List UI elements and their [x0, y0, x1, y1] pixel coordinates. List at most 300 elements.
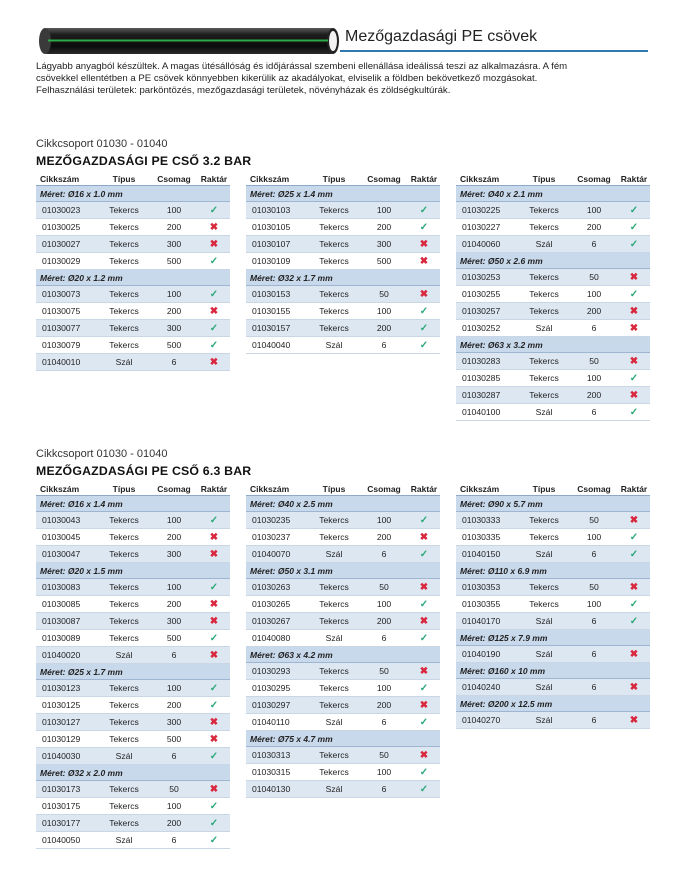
table-row [456, 286, 650, 303]
item-type: Tekercs [109, 633, 139, 643]
column-header-stock: Raktár [620, 174, 648, 184]
item-pack: 6 [591, 239, 597, 249]
column-header-code: Cikkszám [460, 174, 500, 184]
item-type: Szál [535, 239, 553, 249]
out-of-stock-x-icon: ✖ [209, 733, 219, 745]
in-stock-check-icon: ✓ [629, 221, 639, 233]
item-pack: 50 [589, 356, 599, 366]
item-pack: 200 [586, 306, 602, 316]
table-row [246, 286, 440, 303]
item-type: Tekercs [529, 390, 559, 400]
in-stock-check-icon: ✓ [419, 783, 429, 795]
table-row [456, 596, 650, 613]
item-type: Szál [115, 835, 133, 845]
item-type: Tekercs [109, 549, 139, 559]
item-type: Tekercs [109, 734, 139, 744]
item-code: 01030263 [252, 582, 291, 592]
in-stock-check-icon: ✓ [629, 548, 639, 560]
item-code: 01030353 [462, 582, 501, 592]
in-stock-check-icon: ✓ [419, 716, 429, 728]
item-pack: 200 [166, 599, 182, 609]
item-code: 01030045 [42, 532, 81, 542]
column-header-stock: Raktár [410, 174, 438, 184]
item-pack: 200 [376, 616, 392, 626]
item-code: 01030077 [42, 323, 81, 333]
item-code: 01040040 [252, 340, 291, 350]
table-row [246, 596, 440, 613]
item-type: Tekercs [109, 306, 139, 316]
out-of-stock-x-icon: ✖ [419, 699, 429, 711]
intro-line: csövekkel ellentétben a PE csövek könnyebben kikerülik az akadályokat, elviselik a földben bekövetkező mozgásokat. [36, 73, 538, 84]
group-label: Cikkcsoport 01030 - 01040 [36, 448, 168, 460]
item-code: 01030079 [42, 340, 81, 350]
item-pack: 300 [166, 239, 182, 249]
size-row: Méret: Ø160 x 10 mm [456, 663, 650, 679]
size-row: Méret: Ø32 x 2.0 mm [36, 765, 230, 781]
table-row [36, 236, 230, 253]
item-code: 01030255 [462, 289, 501, 299]
out-of-stock-x-icon: ✖ [209, 716, 219, 728]
title-box [340, 20, 648, 52]
table-row [36, 630, 230, 647]
in-stock-check-icon: ✓ [419, 339, 429, 351]
table-header [246, 174, 440, 186]
table-row [456, 219, 650, 236]
item-pack: 500 [166, 256, 182, 266]
out-of-stock-x-icon: ✖ [419, 749, 429, 761]
in-stock-check-icon: ✓ [419, 682, 429, 694]
table-row [456, 303, 650, 320]
item-type: Tekercs [109, 582, 139, 592]
item-pack: 50 [589, 272, 599, 282]
out-of-stock-x-icon: ✖ [629, 581, 639, 593]
group-label: Cikkcsoport 01030 - 01040 [36, 138, 168, 150]
table-row [456, 712, 650, 729]
item-code: 01030177 [42, 818, 81, 828]
table-row [456, 613, 650, 630]
table-row [456, 546, 650, 563]
table-header [36, 174, 230, 186]
size-row: Méret: Ø32 x 1.7 mm [246, 270, 440, 286]
item-type: Tekercs [109, 515, 139, 525]
table-row [246, 236, 440, 253]
table-row [456, 679, 650, 696]
item-pack: 200 [166, 818, 182, 828]
out-of-stock-x-icon: ✖ [419, 665, 429, 677]
item-code: 01040020 [42, 650, 81, 660]
item-code: 01040070 [252, 549, 291, 559]
size-row: Méret: Ø25 x 1.4 mm [246, 186, 440, 202]
item-code: 01030227 [462, 222, 501, 232]
item-code: 01040100 [462, 407, 501, 417]
item-pack: 300 [166, 616, 182, 626]
table-row [246, 303, 440, 320]
out-of-stock-x-icon: ✖ [419, 288, 429, 300]
column-header-code: Cikkszám [250, 174, 290, 184]
item-type: Tekercs [319, 239, 349, 249]
column-header-stock: Raktár [620, 484, 648, 494]
size-row: Méret: Ø50 x 3.1 mm [246, 563, 440, 579]
item-code: 01040130 [252, 784, 291, 794]
size-row: Méret: Ø90 x 5.7 mm [456, 496, 650, 512]
item-code: 01030252 [462, 323, 501, 333]
in-stock-check-icon: ✓ [209, 699, 219, 711]
column-header-pack: Csomag [577, 174, 611, 184]
group-title: MEZŐGAZDASÁGI PE CSŐ 6.3 BAR [36, 464, 252, 478]
item-type: Tekercs [109, 599, 139, 609]
item-type: Tekercs [319, 599, 349, 609]
item-type: Tekercs [109, 205, 139, 215]
table-row [36, 546, 230, 563]
item-pack: 100 [376, 767, 392, 777]
in-stock-check-icon: ✓ [209, 817, 219, 829]
item-type: Tekercs [529, 356, 559, 366]
item-pack: 100 [376, 306, 392, 316]
item-type: Tekercs [109, 616, 139, 626]
intro-line: Felhasználási területek: parköntözés, mezőgazdasági területek, növényházak és zöldségkultúrák. [36, 85, 451, 96]
table-row [456, 579, 650, 596]
item-code: 01030315 [252, 767, 291, 777]
item-pack: 200 [376, 323, 392, 333]
column-header-stock: Raktár [410, 484, 438, 494]
table-row [36, 731, 230, 748]
item-type: Tekercs [529, 515, 559, 525]
item-code: 01040080 [252, 633, 291, 643]
size-row: Méret: Ø20 x 1.5 mm [36, 563, 230, 579]
item-type: Szál [535, 407, 553, 417]
table-row [36, 354, 230, 371]
item-type: Tekercs [109, 222, 139, 232]
item-code: 01040240 [462, 682, 501, 692]
table-row [456, 202, 650, 219]
item-code: 01030127 [42, 717, 81, 727]
item-pack: 300 [166, 323, 182, 333]
item-code: 01030083 [42, 582, 81, 592]
table-row [246, 529, 440, 546]
in-stock-check-icon: ✓ [209, 834, 219, 846]
column-header-pack: Csomag [367, 174, 401, 184]
item-type: Tekercs [109, 717, 139, 727]
item-pack: 100 [586, 205, 602, 215]
in-stock-check-icon: ✓ [629, 615, 639, 627]
item-code: 01030029 [42, 256, 81, 266]
item-pack: 100 [166, 515, 182, 525]
out-of-stock-x-icon: ✖ [629, 389, 639, 401]
item-type: Tekercs [319, 532, 349, 542]
item-code: 01030089 [42, 633, 81, 643]
out-of-stock-x-icon: ✖ [419, 238, 429, 250]
in-stock-check-icon: ✓ [629, 406, 639, 418]
column-header-stock: Raktár [200, 174, 228, 184]
item-pack: 50 [379, 666, 389, 676]
item-pack: 6 [591, 323, 597, 333]
out-of-stock-x-icon: ✖ [419, 531, 429, 543]
table-header [246, 484, 440, 496]
table-row [246, 714, 440, 731]
column-header-pack: Csomag [157, 484, 191, 494]
item-pack: 100 [586, 373, 602, 383]
table-row [246, 579, 440, 596]
item-pack: 6 [381, 784, 387, 794]
item-code: 01030333 [462, 515, 501, 525]
in-stock-check-icon: ✓ [209, 750, 219, 762]
item-pack: 6 [591, 715, 597, 725]
table-row [36, 697, 230, 714]
item-code: 01030335 [462, 532, 501, 542]
item-type: Tekercs [109, 784, 139, 794]
out-of-stock-x-icon: ✖ [209, 649, 219, 661]
in-stock-check-icon: ✓ [209, 204, 219, 216]
item-type: Szál [535, 682, 553, 692]
item-type: Tekercs [109, 340, 139, 350]
item-type: Tekercs [529, 532, 559, 542]
column-header-code: Cikkszám [40, 484, 80, 494]
table-header [456, 174, 650, 186]
table-row [36, 680, 230, 697]
item-pack: 100 [166, 582, 182, 592]
size-row: Méret: Ø75 x 4.7 mm [246, 731, 440, 747]
item-pack: 200 [166, 700, 182, 710]
table-row [456, 320, 650, 337]
table-row [246, 613, 440, 630]
in-stock-check-icon: ✓ [419, 322, 429, 334]
column-header-type: Típus [532, 174, 556, 184]
in-stock-check-icon: ✓ [629, 238, 639, 250]
item-type: Tekercs [319, 582, 349, 592]
item-code: 01040170 [462, 616, 501, 626]
item-type: Tekercs [109, 323, 139, 333]
out-of-stock-x-icon: ✖ [209, 238, 219, 250]
item-code: 01030125 [42, 700, 81, 710]
in-stock-check-icon: ✓ [629, 288, 639, 300]
product-table [456, 484, 650, 729]
table-row [246, 337, 440, 354]
item-pack: 200 [376, 700, 392, 710]
item-pack: 100 [586, 599, 602, 609]
item-pack: 6 [381, 633, 387, 643]
item-code: 01030287 [462, 390, 501, 400]
out-of-stock-x-icon: ✖ [209, 356, 219, 368]
size-row: Méret: Ø40 x 2.5 mm [246, 496, 440, 512]
item-code: 01030107 [252, 239, 291, 249]
item-pack: 6 [591, 682, 597, 692]
column-header-stock: Raktár [200, 484, 228, 494]
table-row [36, 748, 230, 765]
in-stock-check-icon: ✓ [209, 632, 219, 644]
item-pack: 50 [589, 515, 599, 525]
item-pack: 200 [586, 222, 602, 232]
column-header-pack: Csomag [577, 484, 611, 494]
table-row [36, 579, 230, 596]
item-type: Tekercs [319, 205, 349, 215]
size-row: Méret: Ø40 x 2.1 mm [456, 186, 650, 202]
in-stock-check-icon: ✓ [209, 339, 219, 351]
out-of-stock-x-icon: ✖ [209, 598, 219, 610]
item-pack: 300 [376, 239, 392, 249]
intro-text [36, 61, 636, 97]
item-code: 01030237 [252, 532, 291, 542]
item-pack: 500 [166, 340, 182, 350]
item-code: 01030267 [252, 616, 291, 626]
out-of-stock-x-icon: ✖ [209, 305, 219, 317]
column-header-pack: Csomag [367, 484, 401, 494]
size-row: Méret: Ø63 x 3.2 mm [456, 337, 650, 353]
item-pack: 50 [379, 289, 389, 299]
item-code: 01030313 [252, 750, 291, 760]
item-code: 01030087 [42, 616, 81, 626]
size-row: Méret: Ø125 x 7.9 mm [456, 630, 650, 646]
item-type: Tekercs [319, 683, 349, 693]
table-row [36, 647, 230, 664]
item-pack: 100 [376, 515, 392, 525]
table-row [36, 320, 230, 337]
item-type: Szál [535, 616, 553, 626]
table-header [456, 484, 650, 496]
item-type: Tekercs [319, 767, 349, 777]
table-row [246, 202, 440, 219]
table-row [36, 798, 230, 815]
in-stock-check-icon: ✓ [629, 598, 639, 610]
item-code: 01030109 [252, 256, 291, 266]
item-type: Tekercs [319, 616, 349, 626]
item-type: Tekercs [319, 256, 349, 266]
item-pack: 6 [381, 717, 387, 727]
item-type: Tekercs [109, 818, 139, 828]
table-row [36, 815, 230, 832]
item-code: 01030075 [42, 306, 81, 316]
item-type: Tekercs [319, 700, 349, 710]
item-code: 01040010 [42, 357, 81, 367]
item-pack: 6 [591, 549, 597, 559]
item-code: 01030225 [462, 205, 501, 215]
item-pack: 6 [171, 751, 177, 761]
item-type: Szál [115, 751, 133, 761]
table-row [246, 630, 440, 647]
item-pack: 50 [379, 750, 389, 760]
table-row [246, 764, 440, 781]
item-type: Tekercs [109, 532, 139, 542]
item-code: 01030103 [252, 205, 291, 215]
item-code: 01040030 [42, 751, 81, 761]
in-stock-check-icon: ✓ [209, 288, 219, 300]
item-pack: 50 [379, 582, 389, 592]
item-pack: 6 [171, 835, 177, 845]
table-row [36, 202, 230, 219]
size-row: Méret: Ø16 x 1.0 mm [36, 186, 230, 202]
item-pack: 100 [376, 599, 392, 609]
item-type: Szál [535, 649, 553, 659]
in-stock-check-icon: ✓ [419, 514, 429, 526]
size-row: Méret: Ø16 x 1.4 mm [36, 496, 230, 512]
item-pack: 200 [586, 390, 602, 400]
table-row [456, 370, 650, 387]
intro-line: Lágyabb anyagból készültek. A magas ütésállóság és időjárással szembeni ellenállása ideálissá teszi az alkalmazásra. A fém [36, 61, 568, 72]
table-row [36, 303, 230, 320]
item-type: Tekercs [319, 666, 349, 676]
product-table [36, 484, 230, 849]
item-pack: 500 [166, 633, 182, 643]
table-row [246, 697, 440, 714]
item-code: 01030073 [42, 289, 81, 299]
item-code: 01030157 [252, 323, 291, 333]
table-row [456, 236, 650, 253]
item-type: Tekercs [109, 289, 139, 299]
item-code: 01030123 [42, 683, 81, 693]
item-code: 01030235 [252, 515, 291, 525]
product-table [246, 174, 440, 354]
table-row [246, 546, 440, 563]
item-code: 01030295 [252, 683, 291, 693]
item-pack: 6 [591, 616, 597, 626]
item-code: 01030153 [252, 289, 291, 299]
item-pack: 6 [591, 407, 597, 417]
out-of-stock-x-icon: ✖ [629, 648, 639, 660]
column-header-code: Cikkszám [250, 484, 290, 494]
item-code: 01030155 [252, 306, 291, 316]
out-of-stock-x-icon: ✖ [209, 783, 219, 795]
item-type: Tekercs [109, 801, 139, 811]
size-row: Méret: Ø20 x 1.2 mm [36, 270, 230, 286]
table-row [456, 353, 650, 370]
out-of-stock-x-icon: ✖ [629, 271, 639, 283]
item-pack: 50 [589, 582, 599, 592]
out-of-stock-x-icon: ✖ [629, 322, 639, 334]
table-row [456, 269, 650, 286]
in-stock-check-icon: ✓ [629, 372, 639, 384]
size-row: Méret: Ø110 x 6.9 mm [456, 563, 650, 579]
item-type: Tekercs [529, 599, 559, 609]
item-type: Tekercs [529, 289, 559, 299]
item-pack: 100 [166, 289, 182, 299]
table-row [456, 404, 650, 421]
in-stock-check-icon: ✓ [419, 632, 429, 644]
table-row [36, 832, 230, 849]
item-code: 01030265 [252, 599, 291, 609]
item-pack: 100 [376, 205, 392, 215]
item-code: 01030175 [42, 801, 81, 811]
table-row [36, 613, 230, 630]
item-code: 01030257 [462, 306, 501, 316]
table-row [246, 680, 440, 697]
item-code: 01030025 [42, 222, 81, 232]
item-type: Szál [115, 357, 133, 367]
item-type: Tekercs [529, 373, 559, 383]
item-pack: 100 [376, 683, 392, 693]
table-row [456, 387, 650, 404]
in-stock-check-icon: ✓ [629, 204, 639, 216]
item-type: Szál [535, 715, 553, 725]
table-row [456, 646, 650, 663]
table-row [36, 781, 230, 798]
in-stock-check-icon: ✓ [209, 682, 219, 694]
out-of-stock-x-icon: ✖ [629, 714, 639, 726]
table-row [36, 286, 230, 303]
table-row [36, 529, 230, 546]
item-type: Szál [325, 784, 343, 794]
size-row: Méret: Ø25 x 1.7 mm [36, 664, 230, 680]
item-code: 01040150 [462, 549, 501, 559]
out-of-stock-x-icon: ✖ [209, 531, 219, 543]
item-type: Tekercs [529, 582, 559, 592]
table-row [246, 781, 440, 798]
item-pack: 50 [169, 784, 179, 794]
item-pack: 100 [166, 683, 182, 693]
item-pack: 500 [376, 256, 392, 266]
in-stock-check-icon: ✓ [629, 531, 639, 543]
item-pack: 500 [166, 734, 182, 744]
column-header-type: Típus [532, 484, 556, 494]
item-type: Tekercs [319, 306, 349, 316]
